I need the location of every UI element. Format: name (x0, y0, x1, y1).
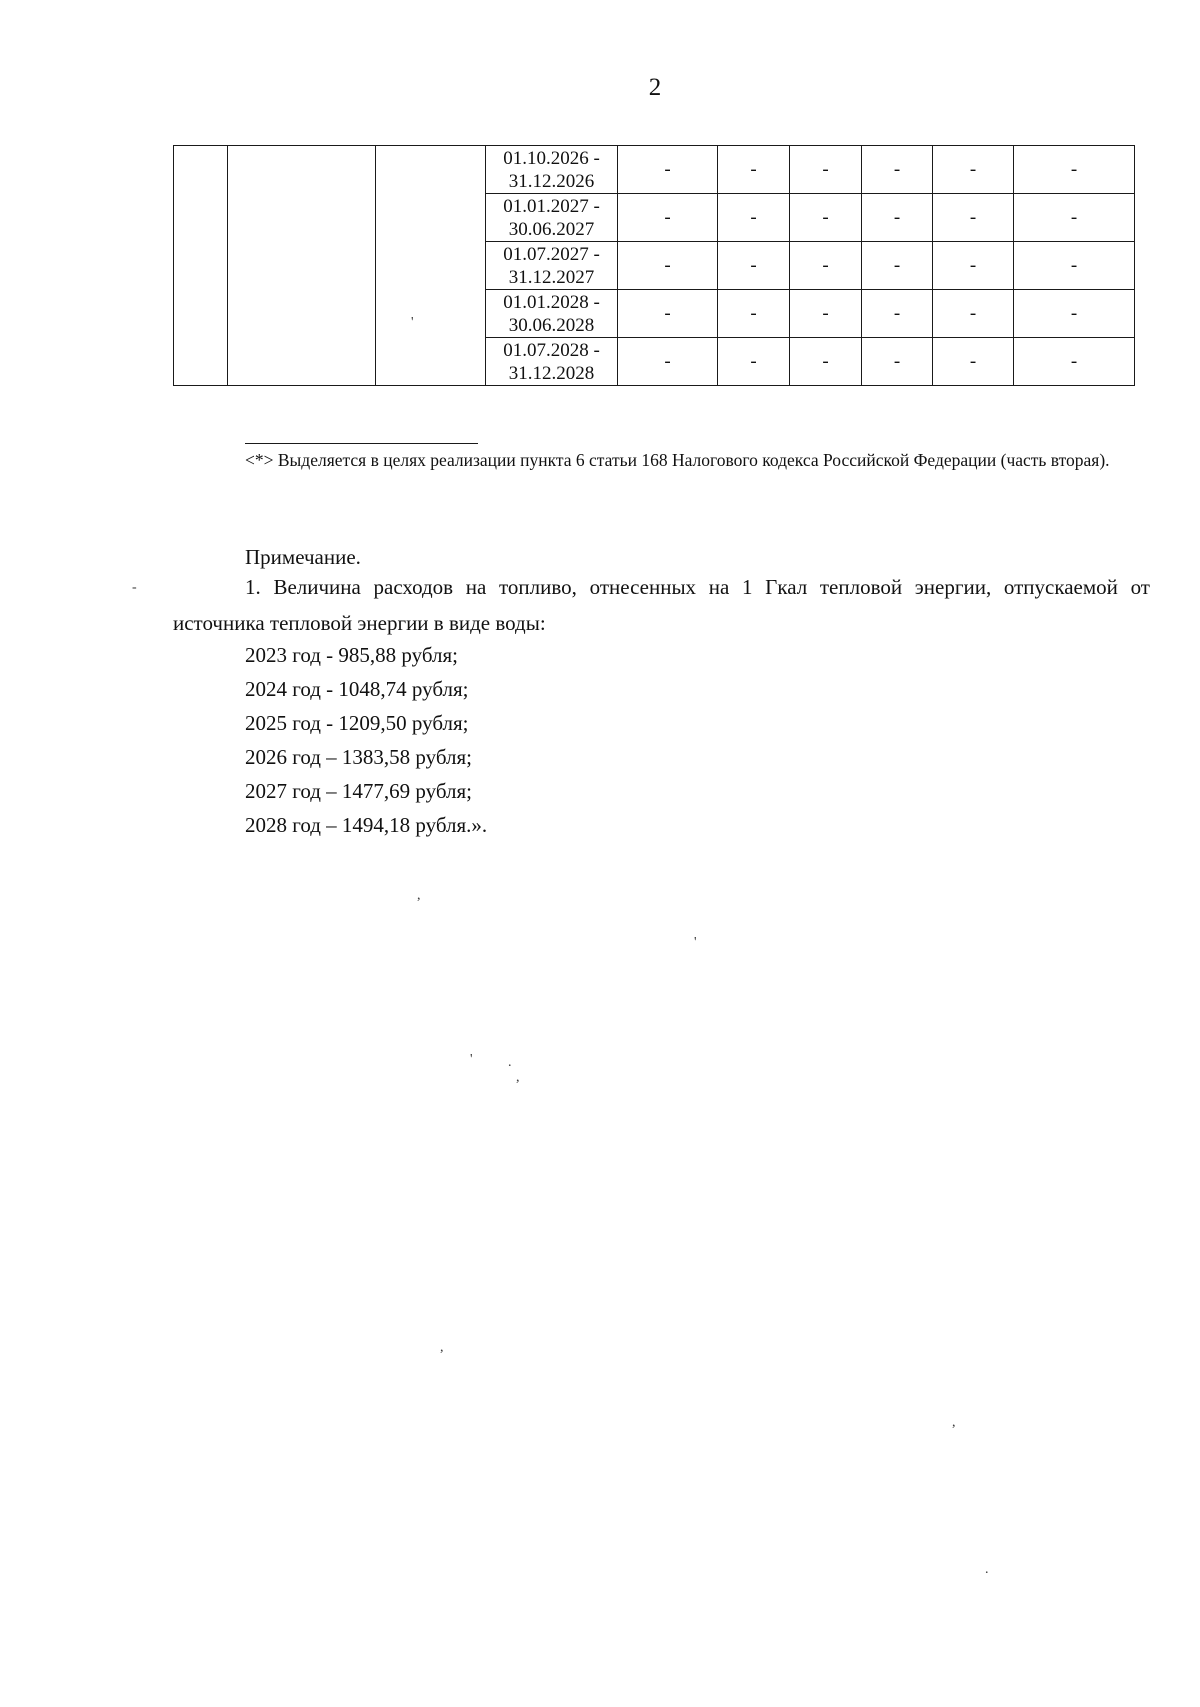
scan-speck: , (952, 1415, 956, 1430)
list-item: 2028 год – 1494,18 рубля.». (245, 813, 488, 837)
table-cell-value: - (618, 290, 718, 338)
table-cell-value: - (790, 338, 862, 386)
table-cell-value: - (1014, 194, 1135, 242)
table-cell-category (376, 146, 486, 386)
scan-speck: , (440, 1340, 444, 1355)
table-row (174, 146, 1135, 194)
note-item-1: 1. Величина расходов на топливо, отнесенных на 1 Гкал тепловой энергии, отпускаемой от источника тепловой энергии в виде воды: (173, 575, 1150, 635)
table-cell-period: 01.07.2027 - 31.12.2027 (486, 242, 618, 290)
table-cell-value: - (862, 290, 933, 338)
scan-speck: ' (470, 1052, 473, 1067)
scan-speck: , (417, 888, 421, 903)
table-cell-value: - (790, 194, 862, 242)
table-cell-value: - (1014, 338, 1135, 386)
table-cell-value: - (933, 338, 1014, 386)
table-cell-period: 01.01.2027 - 30.06.2027 (486, 194, 618, 242)
table-cell-value: - (862, 194, 933, 242)
scan-speck: . (508, 1055, 512, 1070)
table-cell-value: - (933, 290, 1014, 338)
table-cell-value: - (933, 194, 1014, 242)
list-item: 2027 год – 1477,69 рубля; (245, 779, 473, 803)
table-cell-value: - (718, 338, 790, 386)
table-cell-value: - (618, 338, 718, 386)
fuel-cost-list (245, 638, 487, 842)
note-title: Примечание. (245, 545, 361, 569)
list-item: 2023 год - 985,88 рубля; (245, 643, 458, 667)
scan-speck: , (516, 1070, 520, 1085)
scan-speck: . (985, 1562, 989, 1577)
table-cell-organization (228, 146, 376, 386)
table-cell-value: - (718, 194, 790, 242)
table-cell-value: - (1014, 242, 1135, 290)
table-cell-value: - (862, 338, 933, 386)
list-item: 2025 год - 1209,50 рубля; (245, 711, 469, 735)
table-cell-value: - (1014, 290, 1135, 338)
table-cell-value: - (618, 146, 718, 194)
table-cell-value: - (718, 146, 790, 194)
table-cell-value: - (718, 290, 790, 338)
table-cell-number (174, 146, 228, 386)
table-cell-value: - (790, 146, 862, 194)
page-number: 2 (648, 74, 662, 101)
footnote-divider (245, 443, 478, 444)
table-cell-period: 01.10.2026 - 31.12.2026 (486, 146, 618, 194)
footnote-text: <*> Выделяется в целях реализации пункта 6 статьи 168 Налогового кодекса Российской Федерации (часть вторая). (245, 450, 1110, 470)
table-cell-value: - (862, 242, 933, 290)
table-cell-period: 01.07.2028 - 31.12.2028 (486, 338, 618, 386)
scan-speck: ' (694, 935, 697, 950)
list-item: 2024 год - 1048,74 рубля; (245, 677, 469, 701)
table-cell-value: - (718, 242, 790, 290)
table-cell-value: - (790, 242, 862, 290)
table-cell-value: - (790, 290, 862, 338)
table-cell-value: - (618, 242, 718, 290)
table-cell-value: - (1014, 146, 1135, 194)
scan-speck: - (132, 580, 137, 595)
tariff-table (173, 145, 1135, 386)
table-cell-value: - (618, 194, 718, 242)
table-cell-period: 01.01.2028 - 30.06.2028 (486, 290, 618, 338)
scan-speck: ' (411, 315, 414, 330)
table-cell-value: - (862, 146, 933, 194)
table-cell-value: - (933, 146, 1014, 194)
list-item: 2026 год – 1383,58 рубля; (245, 745, 473, 769)
table-cell-value: - (933, 242, 1014, 290)
